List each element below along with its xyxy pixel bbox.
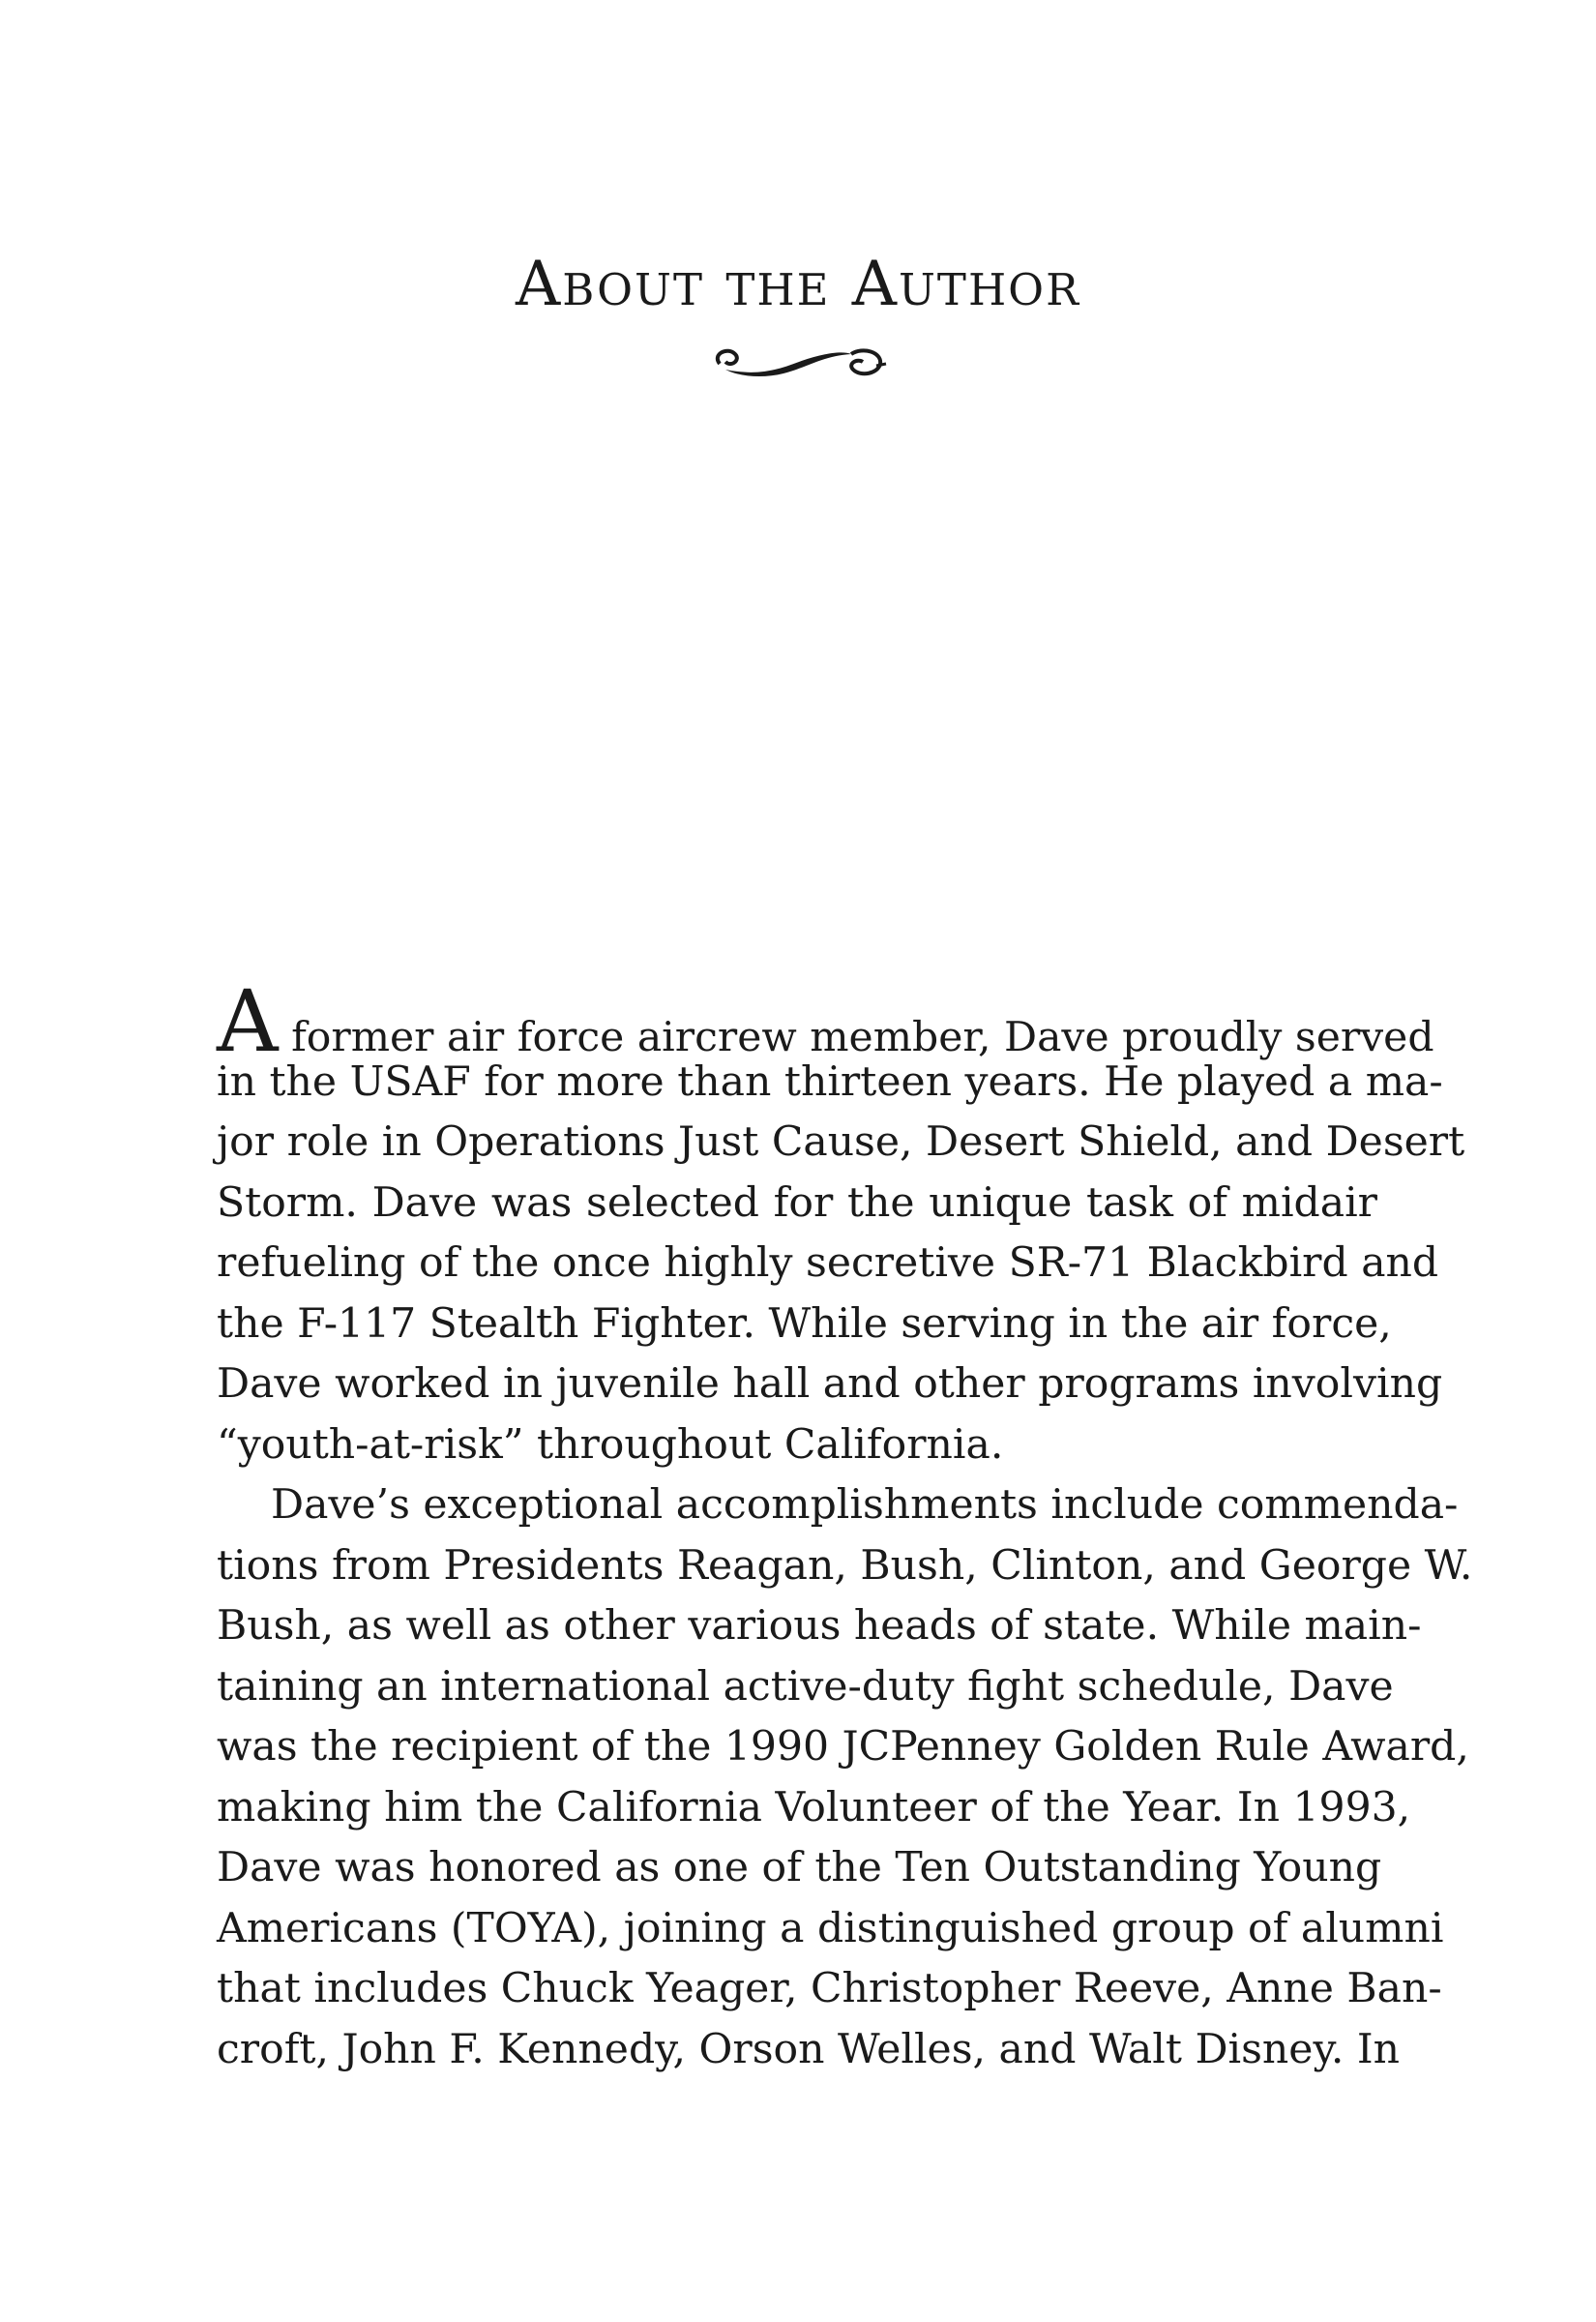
paragraph-2-line: Americans (TOYA), joining a distinguished group of alumni (217, 1904, 1444, 1952)
paragraph-1-line: the F-117 Stealth Fighter. While serving in the air force, (217, 1299, 1392, 1348)
paragraph-1-line: jor role in Operations Just Cause, Desert Shield, and Desert (217, 1118, 1465, 1166)
paragraph-2-line: Bush, as well as other various heads of state. While main- (217, 1602, 1422, 1650)
paragraph-2-line: Dave’s exceptional accomplishments include commenda- (271, 1481, 1459, 1529)
paragraph-2-line: taining an international active-duty fight schedule, Dave (217, 1662, 1394, 1711)
paragraph-1-line: in the USAF for more than thirteen years. He played a ma- (217, 1057, 1443, 1106)
drop-cap: A (217, 971, 279, 1071)
paragraph-2-line: was the recipient of the 1990 JCPenney Golden Rule Award, (217, 1723, 1469, 1771)
ornament-flourish-icon (706, 341, 890, 385)
paragraph-1-line: Dave worked in juvenile hall and other programs involving (217, 1360, 1443, 1408)
paragraph-2-line: tions from Presidents Reagan, Bush, Clinton, and George W. (217, 1541, 1473, 1590)
paragraph-1-line: A former air force aircrew member, Dave proudly served (217, 971, 1434, 1071)
page-title: About the Author (516, 249, 1080, 320)
paragraph-2-line: Dave was honored as one of the Ten Outstanding Young (217, 1844, 1382, 1891)
paragraph-2-line: that includes Chuck Yeager, Christopher Reeve, Anne Ban- (217, 1965, 1442, 2012)
paragraph-2-line: making him the California Volunteer of the Year. In 1993, (217, 1783, 1411, 1831)
paragraph-1-line: refueling of the once highly secretive SR-71 Blackbird and (217, 1239, 1439, 1287)
paragraph-1-line: Storm. Dave was selected for the unique task of midair (217, 1178, 1377, 1227)
paragraph-1-line: “youth-at-risk” throughout California. (217, 1420, 1004, 1469)
paragraph-2-line: croft, John F. Kennedy, Orson Welles, and Walt Disney. In (217, 2025, 1400, 2073)
body-text (217, 971, 1473, 2080)
